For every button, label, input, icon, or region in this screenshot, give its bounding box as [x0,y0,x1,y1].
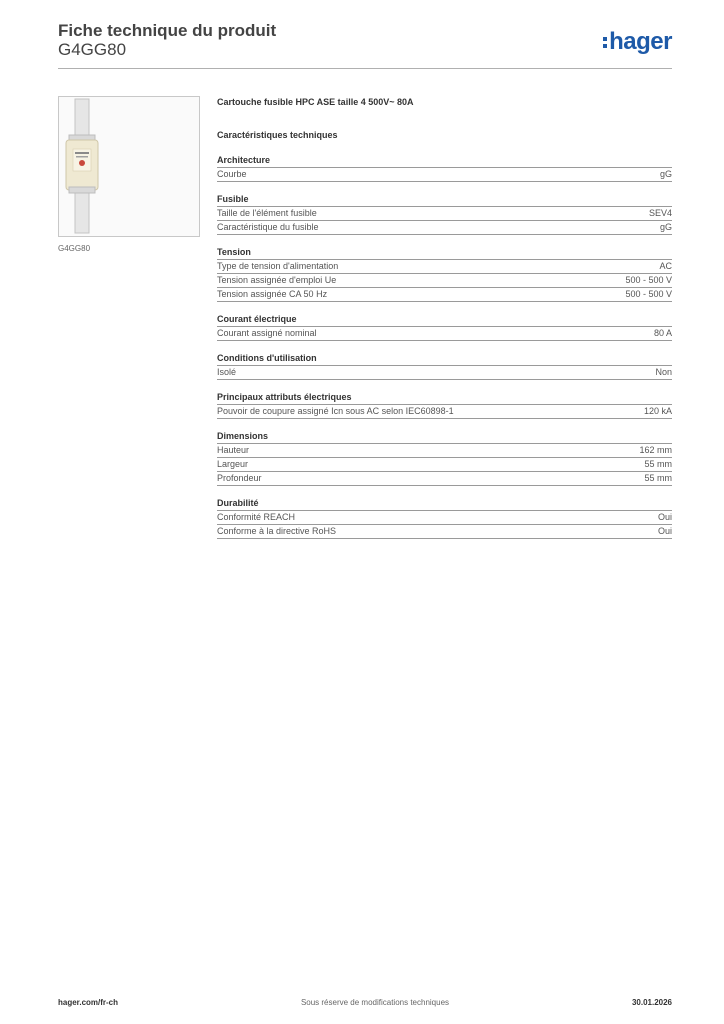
spec-group-title: Dimensions [217,431,672,444]
spec-row [217,168,672,182]
spec-group [217,498,672,539]
spec-row [217,260,672,274]
spec-group [217,353,672,380]
spec-label: Tension assignée CA 50 Hz [217,289,328,299]
spec-row [217,327,672,341]
spec-group [217,314,672,341]
spec-row [217,221,672,235]
spec-label: Pouvoir de coupure assigné Icn sous AC selon IEC60898-1 [217,406,454,416]
spec-value: 80 A [653,328,672,338]
spec-group [217,392,672,419]
spec-label: Hauteur [217,445,250,455]
spec-value: Oui [657,526,672,536]
spec-row [217,274,672,288]
spec-label: Profondeur [217,473,262,483]
spec-group [217,155,672,182]
logo-text: hager [609,28,672,55]
spec-label: Largeur [217,459,249,469]
spec-group-title: Principaux attributs électriques [217,392,672,405]
spec-value: 55 mm [644,459,672,469]
spec-group-title: Architecture [217,155,672,168]
spec-value: 500 - 500 V [625,289,672,299]
spec-label: Caractéristique du fusible [217,222,319,232]
spec-value: 500 - 500 V [625,275,672,285]
spec-group-title: Fusible [217,194,672,207]
spec-row [217,511,672,525]
spec-value: 55 mm [644,473,672,483]
page-title: Fiche technique du produit [58,21,277,40]
fuse-cartridge-icon [59,97,199,236]
spec-label: Conforme à la directive RoHS [217,526,337,536]
product-image [58,96,200,237]
spec-label: Isolé [217,367,237,377]
spec-value: gG [659,222,672,232]
spec-row [217,444,672,458]
spec-label: Courant assigné nominal [217,328,317,338]
spec-group-title: Courant électrique [217,314,672,327]
product-reference: G4GG80 [58,40,127,59]
footer [58,998,672,1007]
spec-label: Conformité REACH [217,512,296,522]
spec-group [217,194,672,235]
spec-value: SEV4 [648,208,672,218]
spec-row [217,366,672,380]
spec-row [217,525,672,539]
spec-label: Taille de l'élément fusible [217,208,317,218]
spec-row [217,472,672,486]
spec-row [217,288,672,302]
spec-row [217,405,672,419]
spec-group-title: Durabilité [217,498,672,511]
spec-groups [217,155,672,539]
spec-group [217,431,672,486]
spec-label: Tension assignée d'emploi Ue [217,275,337,285]
logo-dots-icon [603,35,607,49]
footer-url[interactable]: hager.com/fr-ch [58,998,119,1007]
spec-value: 162 mm [639,445,672,455]
header-divider [58,68,672,69]
section-title: Caractéristiques techniques [217,130,338,140]
image-caption: G4GG80 [58,244,91,253]
spec-value: 120 kA [643,406,672,416]
spec-content [217,96,672,539]
hager-logo [603,28,672,56]
spec-value: AC [659,261,672,271]
spec-label: Courbe [217,169,247,179]
product-description: Cartouche fusible HPC ASE taille 4 500V~ 80A [217,97,414,107]
spec-label: Type de tension d'alimentation [217,261,339,271]
spec-row [217,207,672,221]
footer-note: Sous réserve de modifications techniques [300,998,450,1007]
spec-value: gG [659,169,672,179]
spec-group [217,247,672,302]
spec-value: Non [655,367,672,377]
spec-row [217,458,672,472]
spec-group-title: Conditions d'utilisation [217,353,672,366]
footer-date: 30.01.2026 [631,998,672,1007]
spec-group-title: Tension [217,247,672,260]
spec-value: Oui [657,512,672,522]
